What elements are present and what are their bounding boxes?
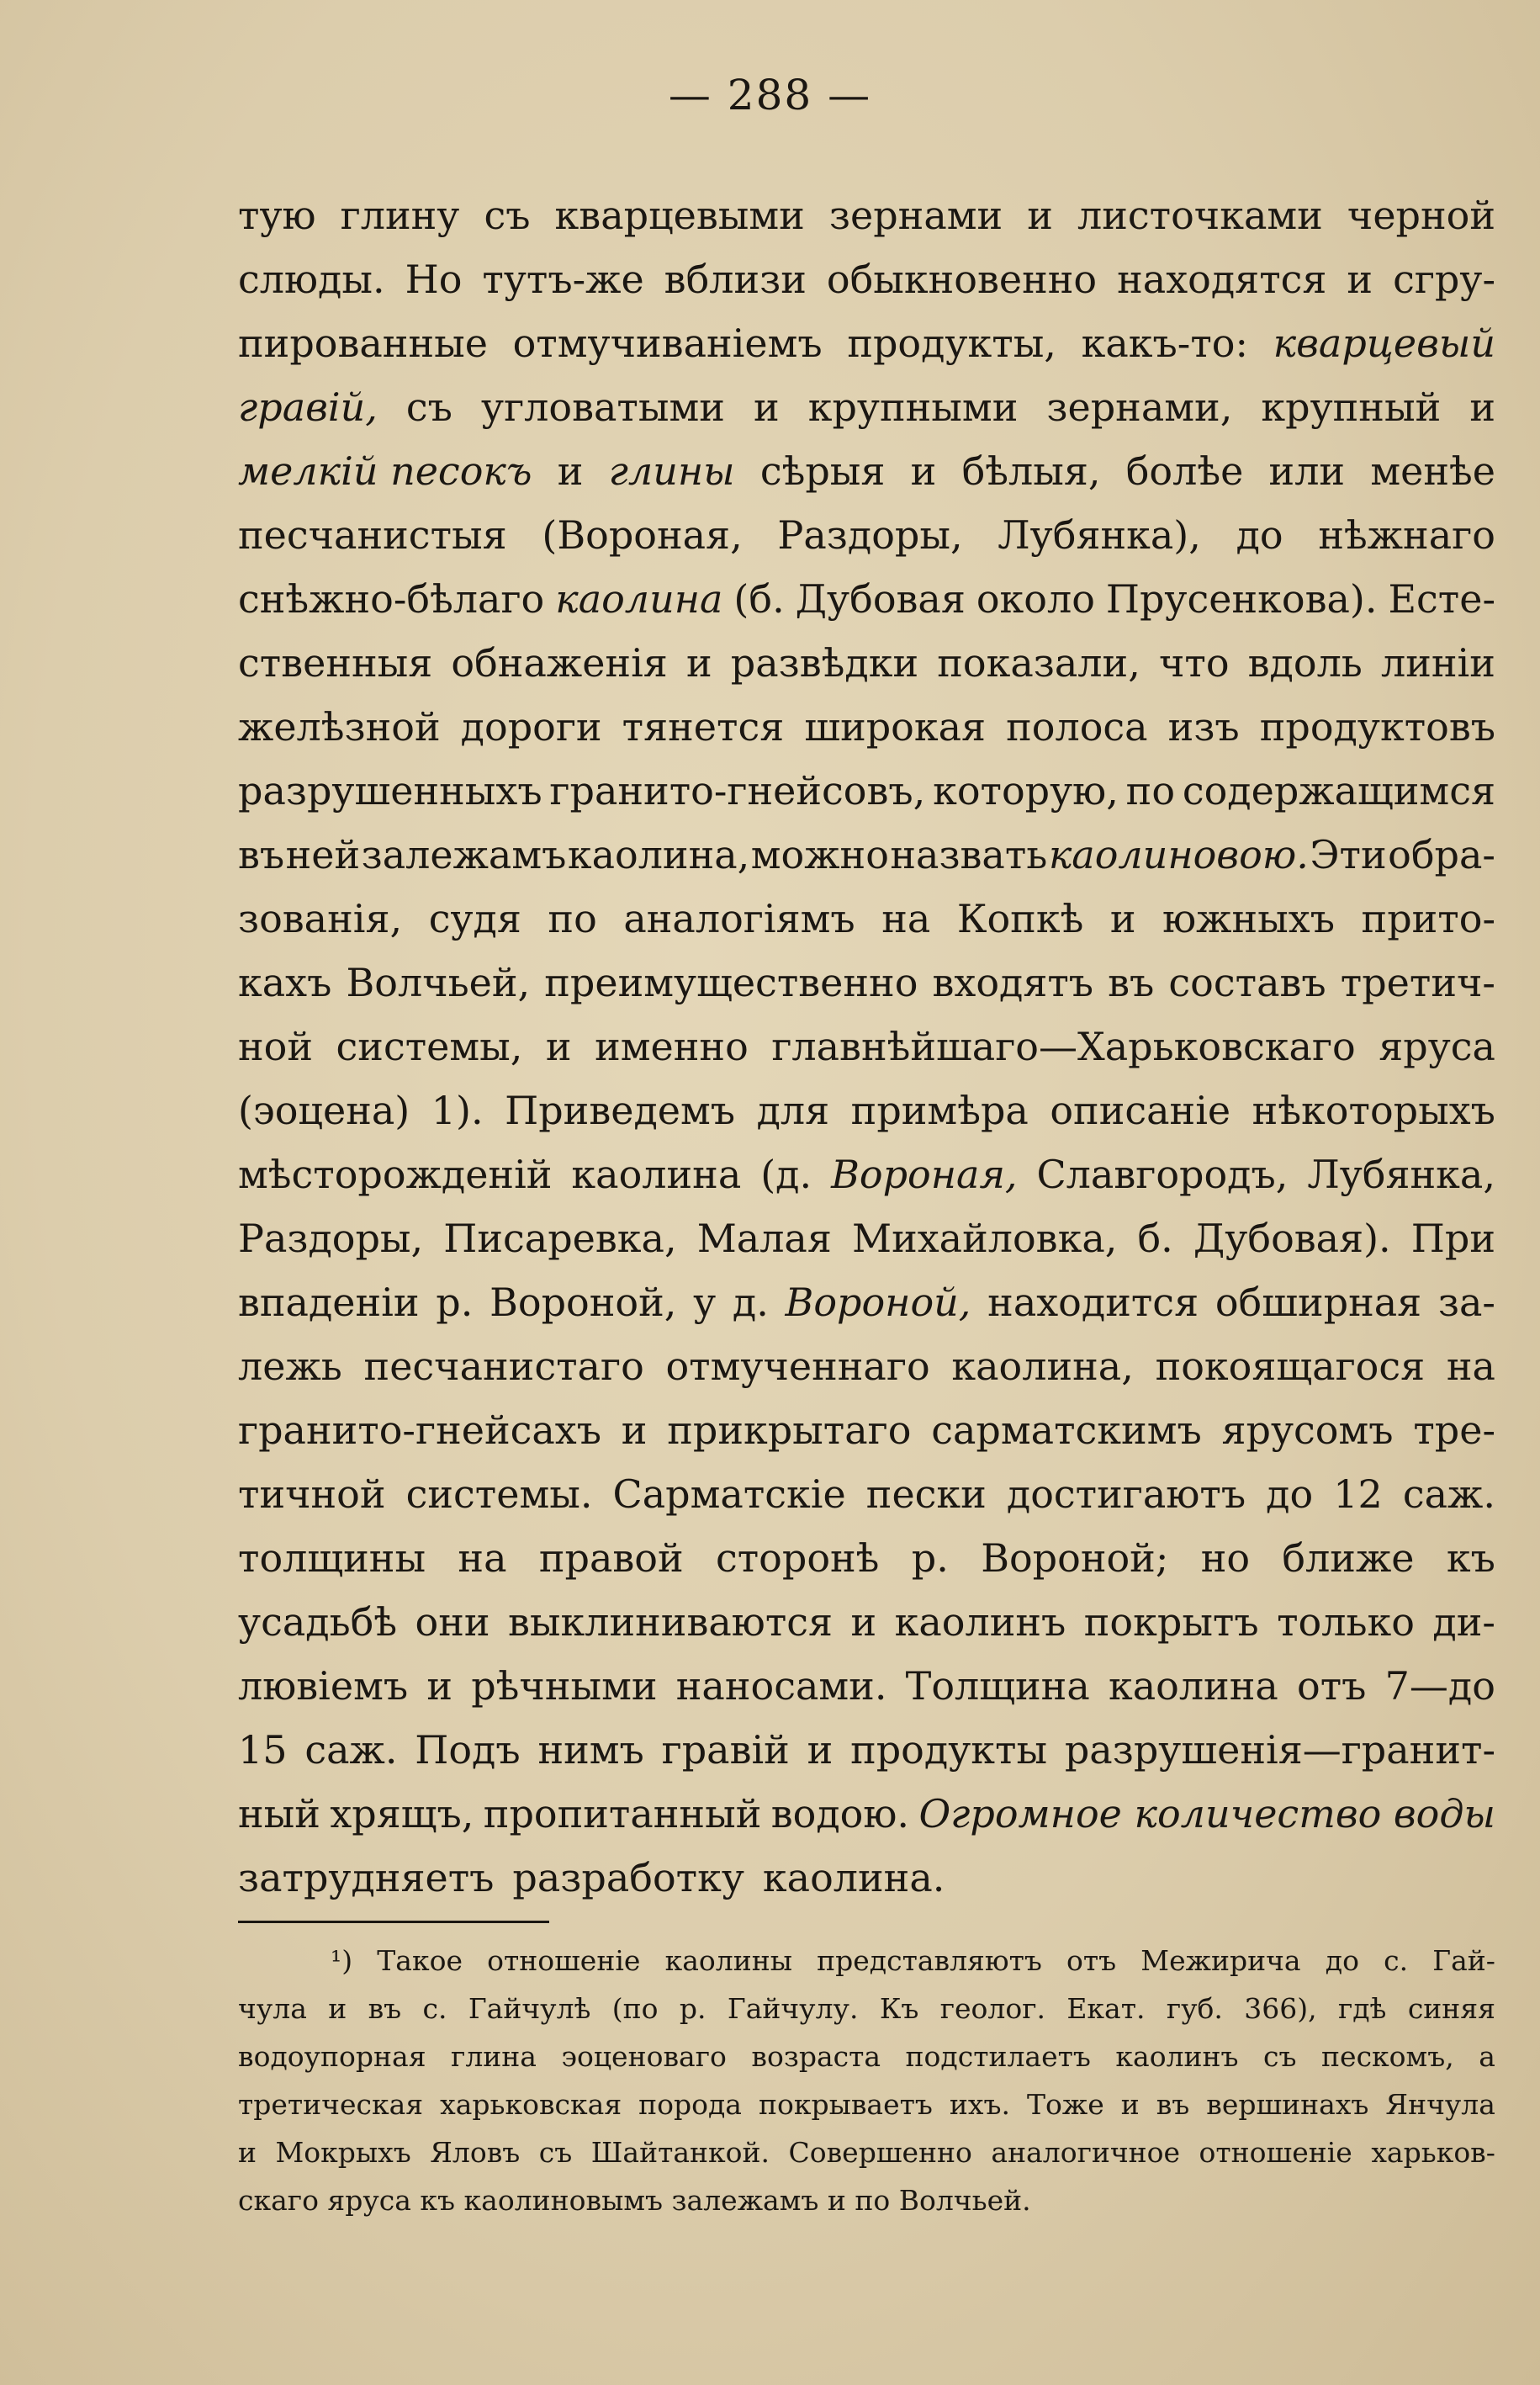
word: отмученнаго <box>665 1344 930 1389</box>
word: Копкѣ <box>956 896 1084 941</box>
word: нимъ <box>537 1727 644 1773</box>
word: 1). <box>431 1088 484 1133</box>
word: до <box>1236 512 1283 558</box>
footnote-word: въ <box>368 1992 402 2025</box>
word: преимущественно <box>544 960 918 1005</box>
footnote-word: отъ <box>1066 1944 1117 1977</box>
text-line <box>238 823 1495 887</box>
footnote-word: Гайчулу. <box>727 1992 859 2025</box>
word: правой <box>538 1535 684 1581</box>
footnote-line: скаго яруса къ каолиновымъ залежамъ и по Волчьей. <box>238 2184 1031 2217</box>
footnote-line <box>238 1985 1495 2033</box>
word: лювіемъ <box>238 1663 409 1709</box>
word: желѣзной <box>238 704 441 750</box>
word: что <box>1158 640 1230 686</box>
word: вблизи <box>664 257 807 302</box>
word: яруса <box>1379 1024 1495 1069</box>
text-line <box>238 439 1495 503</box>
word: Но <box>405 257 463 302</box>
word: 12 <box>1333 1471 1383 1517</box>
word: ярусомъ <box>1221 1407 1394 1453</box>
footnote-word: вершинахъ <box>1206 2088 1369 2121</box>
word: достигаютъ <box>1006 1471 1246 1517</box>
footnote <box>238 1937 1495 2224</box>
word: около <box>976 576 1095 622</box>
footnote-word: геолог. <box>939 1992 1045 2025</box>
word: Малая <box>696 1216 832 1261</box>
footnote-word: чула <box>238 1992 307 2025</box>
footnote-word: покрываетъ <box>758 2088 933 2121</box>
text-line <box>238 1782 1495 1846</box>
word: наносами. <box>675 1663 887 1709</box>
italic-word: мелкій песокъ <box>238 448 532 494</box>
word: рѣчными <box>471 1663 658 1709</box>
word: по <box>548 896 597 941</box>
word: находится <box>987 1280 1199 1325</box>
text-line <box>238 695 1495 759</box>
text-line <box>238 1142 1495 1206</box>
word: крупный <box>1261 384 1442 430</box>
word: продуктовъ <box>1259 704 1495 750</box>
word: содержащимся <box>1182 768 1495 814</box>
word: пески <box>865 1471 987 1517</box>
text-line <box>238 887 1495 951</box>
word: впаденіи <box>238 1280 420 1325</box>
word: саж. <box>304 1727 398 1773</box>
word: за- <box>1437 1280 1495 1325</box>
text-line <box>238 1462 1495 1526</box>
footnote-word: эоценоваго <box>561 2040 727 2073</box>
word: хрящъ, <box>330 1791 474 1836</box>
word: системы, <box>336 1024 523 1069</box>
footnote-word: отношеніе <box>487 1944 641 1977</box>
word: болѣе <box>1125 448 1244 494</box>
text-line <box>238 1846 1495 1910</box>
text-line <box>238 1334 1495 1398</box>
word: и <box>426 1663 453 1709</box>
word: При <box>1410 1216 1495 1261</box>
word: и <box>1109 896 1136 941</box>
word: покоящагося <box>1155 1344 1426 1389</box>
word: Сарматскіе <box>612 1471 846 1517</box>
footnote-word: Екат. <box>1066 1992 1146 2025</box>
footnote-word: Совершенно <box>788 2136 972 2169</box>
italic-word: каолина <box>555 576 723 622</box>
footnote-word: и <box>1120 2088 1140 2121</box>
word: на <box>1446 1344 1495 1389</box>
word: усадьбѣ <box>238 1599 398 1645</box>
word: Дубовая). <box>1193 1216 1391 1261</box>
word: Подъ <box>415 1727 521 1773</box>
word: р. <box>436 1280 474 1325</box>
word: листочками <box>1077 193 1323 238</box>
word: лежь <box>238 1344 342 1389</box>
footnote-word: подстилаетъ <box>905 2040 1091 2073</box>
footnote-word: Мокрыхъ <box>275 2136 411 2169</box>
word: съ <box>405 384 452 430</box>
word: пированные <box>238 321 488 366</box>
footnote-word: (по <box>611 1992 659 2025</box>
footnote-word: Шайтанкой. <box>590 2136 770 2169</box>
footnote-word: харьков- <box>1371 2136 1495 2169</box>
word: гравій <box>661 1727 790 1773</box>
word: (Вороная, <box>542 512 743 558</box>
word: Толщина <box>905 1663 1090 1709</box>
footnote-line <box>238 2033 1495 2080</box>
word: тую <box>238 193 316 238</box>
word: сгру- <box>1393 257 1495 302</box>
word: бѣлыя, <box>961 448 1101 494</box>
word: и <box>685 640 712 686</box>
footnote-word: пескомъ, <box>1321 2040 1454 2073</box>
word: Дубовая <box>795 576 966 622</box>
footnote-word: до <box>1325 1944 1359 1977</box>
word: каолина. <box>762 1855 945 1900</box>
word: Писаревка, <box>443 1216 677 1261</box>
word: ней <box>285 832 361 877</box>
word: ственныя <box>238 640 433 686</box>
word: системы. <box>405 1471 593 1517</box>
word: обнаженія <box>451 640 668 686</box>
word: каолинъ <box>894 1599 1066 1645</box>
word: составъ <box>1168 960 1326 1005</box>
word: и <box>621 1407 648 1453</box>
word: ный <box>238 1791 320 1836</box>
word: тичной <box>238 1471 386 1517</box>
word: какъ-то: <box>1081 321 1248 366</box>
word: покрытъ <box>1083 1599 1259 1645</box>
footnote-line <box>238 1937 1495 1985</box>
word: аналогіямъ <box>623 896 855 941</box>
text-line <box>238 567 1495 631</box>
word: на <box>458 1535 507 1581</box>
word: 15 <box>238 1727 288 1773</box>
footnote-word: представляютъ <box>817 1944 1042 1977</box>
word: широкая <box>804 704 987 750</box>
footnote-word: с. <box>1384 1944 1409 1977</box>
word: каолина <box>571 1152 742 1197</box>
word: главнѣйшаго—Харьковскаго <box>771 1024 1356 1069</box>
footnote-word: съ <box>538 2136 573 2169</box>
word: описаніе <box>1050 1088 1231 1133</box>
word: дороги <box>460 704 602 750</box>
word: зернами <box>828 193 1003 238</box>
italic-word: глины <box>608 448 735 494</box>
footnote-word: порода <box>638 2088 742 2121</box>
word: Лубянка), <box>998 512 1201 558</box>
word: линіи <box>1380 640 1495 686</box>
word: и <box>910 448 937 494</box>
word: и <box>850 1599 877 1645</box>
word: Михайловка, <box>851 1216 1118 1261</box>
word: затрудняетъ <box>238 1855 495 1900</box>
word: Раздоры, <box>238 1216 424 1261</box>
word: или <box>1268 448 1346 494</box>
word: зернами, <box>1046 384 1233 430</box>
word: крупными <box>807 384 1019 430</box>
text-line <box>238 1206 1495 1270</box>
word: Эти <box>1310 832 1387 877</box>
word: полоса <box>1006 704 1148 750</box>
word: Лубянка, <box>1307 1152 1495 1197</box>
word: обра- <box>1388 832 1495 877</box>
word: въ <box>238 832 285 877</box>
word: они <box>415 1599 490 1645</box>
word: Раздоры, <box>777 512 963 558</box>
word: на <box>881 896 931 941</box>
word: гранито-гнейсахъ <box>238 1407 602 1453</box>
word: изъ <box>1167 704 1240 750</box>
word: кварцевыми <box>554 193 805 238</box>
footnote-word: губ. <box>1166 1992 1223 2025</box>
footnote-word: Такое <box>377 1944 463 1977</box>
word: съ <box>484 193 531 238</box>
word: тянется <box>622 704 785 750</box>
word: до <box>1266 1471 1314 1517</box>
word: для <box>756 1088 830 1133</box>
word: д. <box>732 1280 769 1325</box>
word: входятъ <box>932 960 1094 1005</box>
word: именно <box>595 1024 749 1069</box>
word: прикрытаго <box>667 1407 912 1453</box>
word: развѣдки <box>730 640 919 686</box>
word: у <box>693 1280 717 1325</box>
footnote-word: аналогичное <box>991 2136 1181 2169</box>
word: южныхъ <box>1162 896 1335 941</box>
word: песчанистыя <box>238 512 507 558</box>
word: (эоцена) <box>238 1088 410 1133</box>
word: и <box>1027 193 1053 238</box>
word: которую, <box>933 768 1119 814</box>
footnote-word: ихъ. <box>949 2088 1010 2121</box>
footnote-word: Тоже <box>1026 2088 1104 2121</box>
footnote-word: и <box>238 2136 257 2169</box>
word: примѣра <box>850 1088 1029 1133</box>
word: снѣжно-бѣлаго <box>238 576 545 622</box>
word: къ <box>1446 1535 1495 1581</box>
word: пропитанный <box>483 1791 762 1836</box>
footnote-word: гдѣ <box>1337 1992 1387 2025</box>
text-line <box>238 631 1495 695</box>
word: саж. <box>1402 1471 1495 1517</box>
word: нѣжнаго <box>1318 512 1495 558</box>
word: толщины <box>238 1535 426 1581</box>
word: песчанистаго <box>363 1344 644 1389</box>
word: тре- <box>1413 1407 1495 1453</box>
word: угловатыми <box>481 384 725 430</box>
footnote-line <box>238 2080 1495 2128</box>
word: сарматскимъ <box>931 1407 1202 1453</box>
footnote-word: каолины <box>664 1944 792 1977</box>
footnote-word: харьковская <box>440 2088 622 2121</box>
footnote-word: въ <box>1156 2088 1190 2121</box>
word: по <box>1125 768 1176 814</box>
footnote-word: и <box>328 1992 347 2025</box>
word: черной <box>1347 193 1495 238</box>
word: сѣрыя <box>759 448 886 494</box>
italic-word: кварцевый <box>1273 321 1495 366</box>
footnote-word: водоупорная <box>238 2040 426 2073</box>
word: кахъ <box>238 960 332 1005</box>
text-line <box>238 1015 1495 1079</box>
word: находятся <box>1117 257 1327 302</box>
footnote-word: третическая <box>238 2088 424 2121</box>
footnote-word: 366), <box>1244 1992 1317 2025</box>
word: отмучиваніемъ <box>512 321 823 366</box>
word: отъ <box>1297 1663 1367 1709</box>
text-line <box>238 247 1495 311</box>
footnote-word: отношеніе <box>1199 2136 1352 2169</box>
word: каолина, <box>951 1344 1134 1389</box>
word: Вороной; <box>981 1535 1169 1581</box>
word: ближе <box>1282 1535 1415 1581</box>
footnote-word: возраста <box>751 2040 881 2073</box>
word: прито- <box>1361 896 1495 941</box>
footnote-word: р. <box>679 1992 706 2025</box>
text-line <box>238 1654 1495 1718</box>
word: Славгородъ, <box>1036 1152 1289 1197</box>
word: обыкновенно <box>826 257 1098 302</box>
word: ди- <box>1432 1599 1495 1645</box>
word: разработку <box>512 1855 744 1900</box>
text-line <box>238 311 1495 375</box>
word: гранито-гнейсовъ, <box>549 768 926 814</box>
text-line <box>238 183 1495 247</box>
footnote-word: ¹) <box>331 1944 353 1977</box>
word: и <box>807 1727 834 1773</box>
italic-word: Вороной, <box>785 1280 971 1325</box>
footnote-word: Янчула <box>1385 2088 1495 2121</box>
text-line <box>238 1590 1495 1654</box>
word: ной <box>238 1024 314 1069</box>
word: нѣкоторыхъ <box>1252 1088 1495 1133</box>
word: мѣсторожденій <box>238 1152 553 1197</box>
footnote-word: Гай- <box>1432 1944 1495 1977</box>
word: и <box>545 1024 572 1069</box>
word: обширная <box>1215 1280 1422 1325</box>
word: Есте- <box>1388 576 1495 622</box>
word: разрушенія—гранит- <box>1064 1727 1495 1773</box>
text-line <box>238 1398 1495 1462</box>
word: и <box>557 448 584 494</box>
word: глину <box>340 193 460 238</box>
word: можно <box>750 832 889 877</box>
text-line <box>238 1270 1495 1334</box>
footnote-word: съ <box>1263 2040 1297 2073</box>
footnote-word: глина <box>451 2040 537 2073</box>
footnote-word: Яловъ <box>430 2136 521 2169</box>
word: выклиниваются <box>507 1599 834 1645</box>
word: залежамъ <box>361 832 567 877</box>
word: назвать <box>890 832 1048 877</box>
word: третич- <box>1340 960 1495 1005</box>
footnote-word: с. <box>422 1992 447 2025</box>
text-line <box>238 375 1495 439</box>
word: продукты <box>850 1727 1048 1773</box>
word: Прусенкова). <box>1105 576 1378 622</box>
text-line <box>238 1079 1495 1142</box>
word: разрушенныхъ <box>238 768 542 814</box>
footnote-word: Къ <box>879 1992 919 2025</box>
word: только <box>1277 1599 1415 1645</box>
text-line <box>238 1526 1495 1590</box>
word: водою. <box>770 1791 910 1836</box>
word: и <box>1469 384 1495 430</box>
text-line <box>238 503 1495 567</box>
word: б. <box>1137 1216 1173 1261</box>
word: зованія, <box>238 896 403 941</box>
word: судя <box>428 896 521 941</box>
body-text <box>238 183 1495 1910</box>
italic-word: каолиновою. <box>1048 832 1309 877</box>
italic-word: Вороная, <box>831 1152 1018 1197</box>
word: продукты, <box>847 321 1056 366</box>
text-line <box>238 951 1495 1015</box>
word: (б. <box>733 576 785 622</box>
word: каолина <box>1108 1663 1278 1709</box>
word: Волчьей, <box>346 960 531 1005</box>
word: слюды. <box>238 257 385 302</box>
italic-word: Огромное количество воды <box>918 1791 1495 1836</box>
page-number: — 288 — <box>668 71 872 119</box>
word: Вороной, <box>490 1280 677 1325</box>
footnote-divider <box>238 1921 549 1923</box>
word: Приведемъ <box>505 1088 736 1133</box>
word: каолина, <box>567 832 750 877</box>
word: и <box>1347 257 1373 302</box>
word: вдоль <box>1247 640 1363 686</box>
footnote-line <box>238 2128 1495 2176</box>
text-line <box>238 1718 1495 1782</box>
word: въ <box>1108 960 1155 1005</box>
word: (д. <box>760 1152 812 1197</box>
word: менѣе <box>1370 448 1495 494</box>
footnote-word: Межирича <box>1140 1944 1301 1977</box>
text-line <box>238 759 1495 823</box>
word: 7—до <box>1384 1663 1495 1709</box>
italic-word: гравій, <box>238 384 378 430</box>
footnote-word: Гайчулѣ <box>468 1992 591 2025</box>
word: показали, <box>937 640 1140 686</box>
footnote-word: каолинъ <box>1115 2040 1239 2073</box>
word: но <box>1200 1535 1251 1581</box>
word: тутъ-же <box>482 257 644 302</box>
footnote-word: а <box>1479 2040 1495 2073</box>
footnote-word: синяя <box>1407 1992 1495 2025</box>
word: и <box>753 384 780 430</box>
word: р. <box>911 1535 949 1581</box>
word: сторонѣ <box>715 1535 880 1581</box>
